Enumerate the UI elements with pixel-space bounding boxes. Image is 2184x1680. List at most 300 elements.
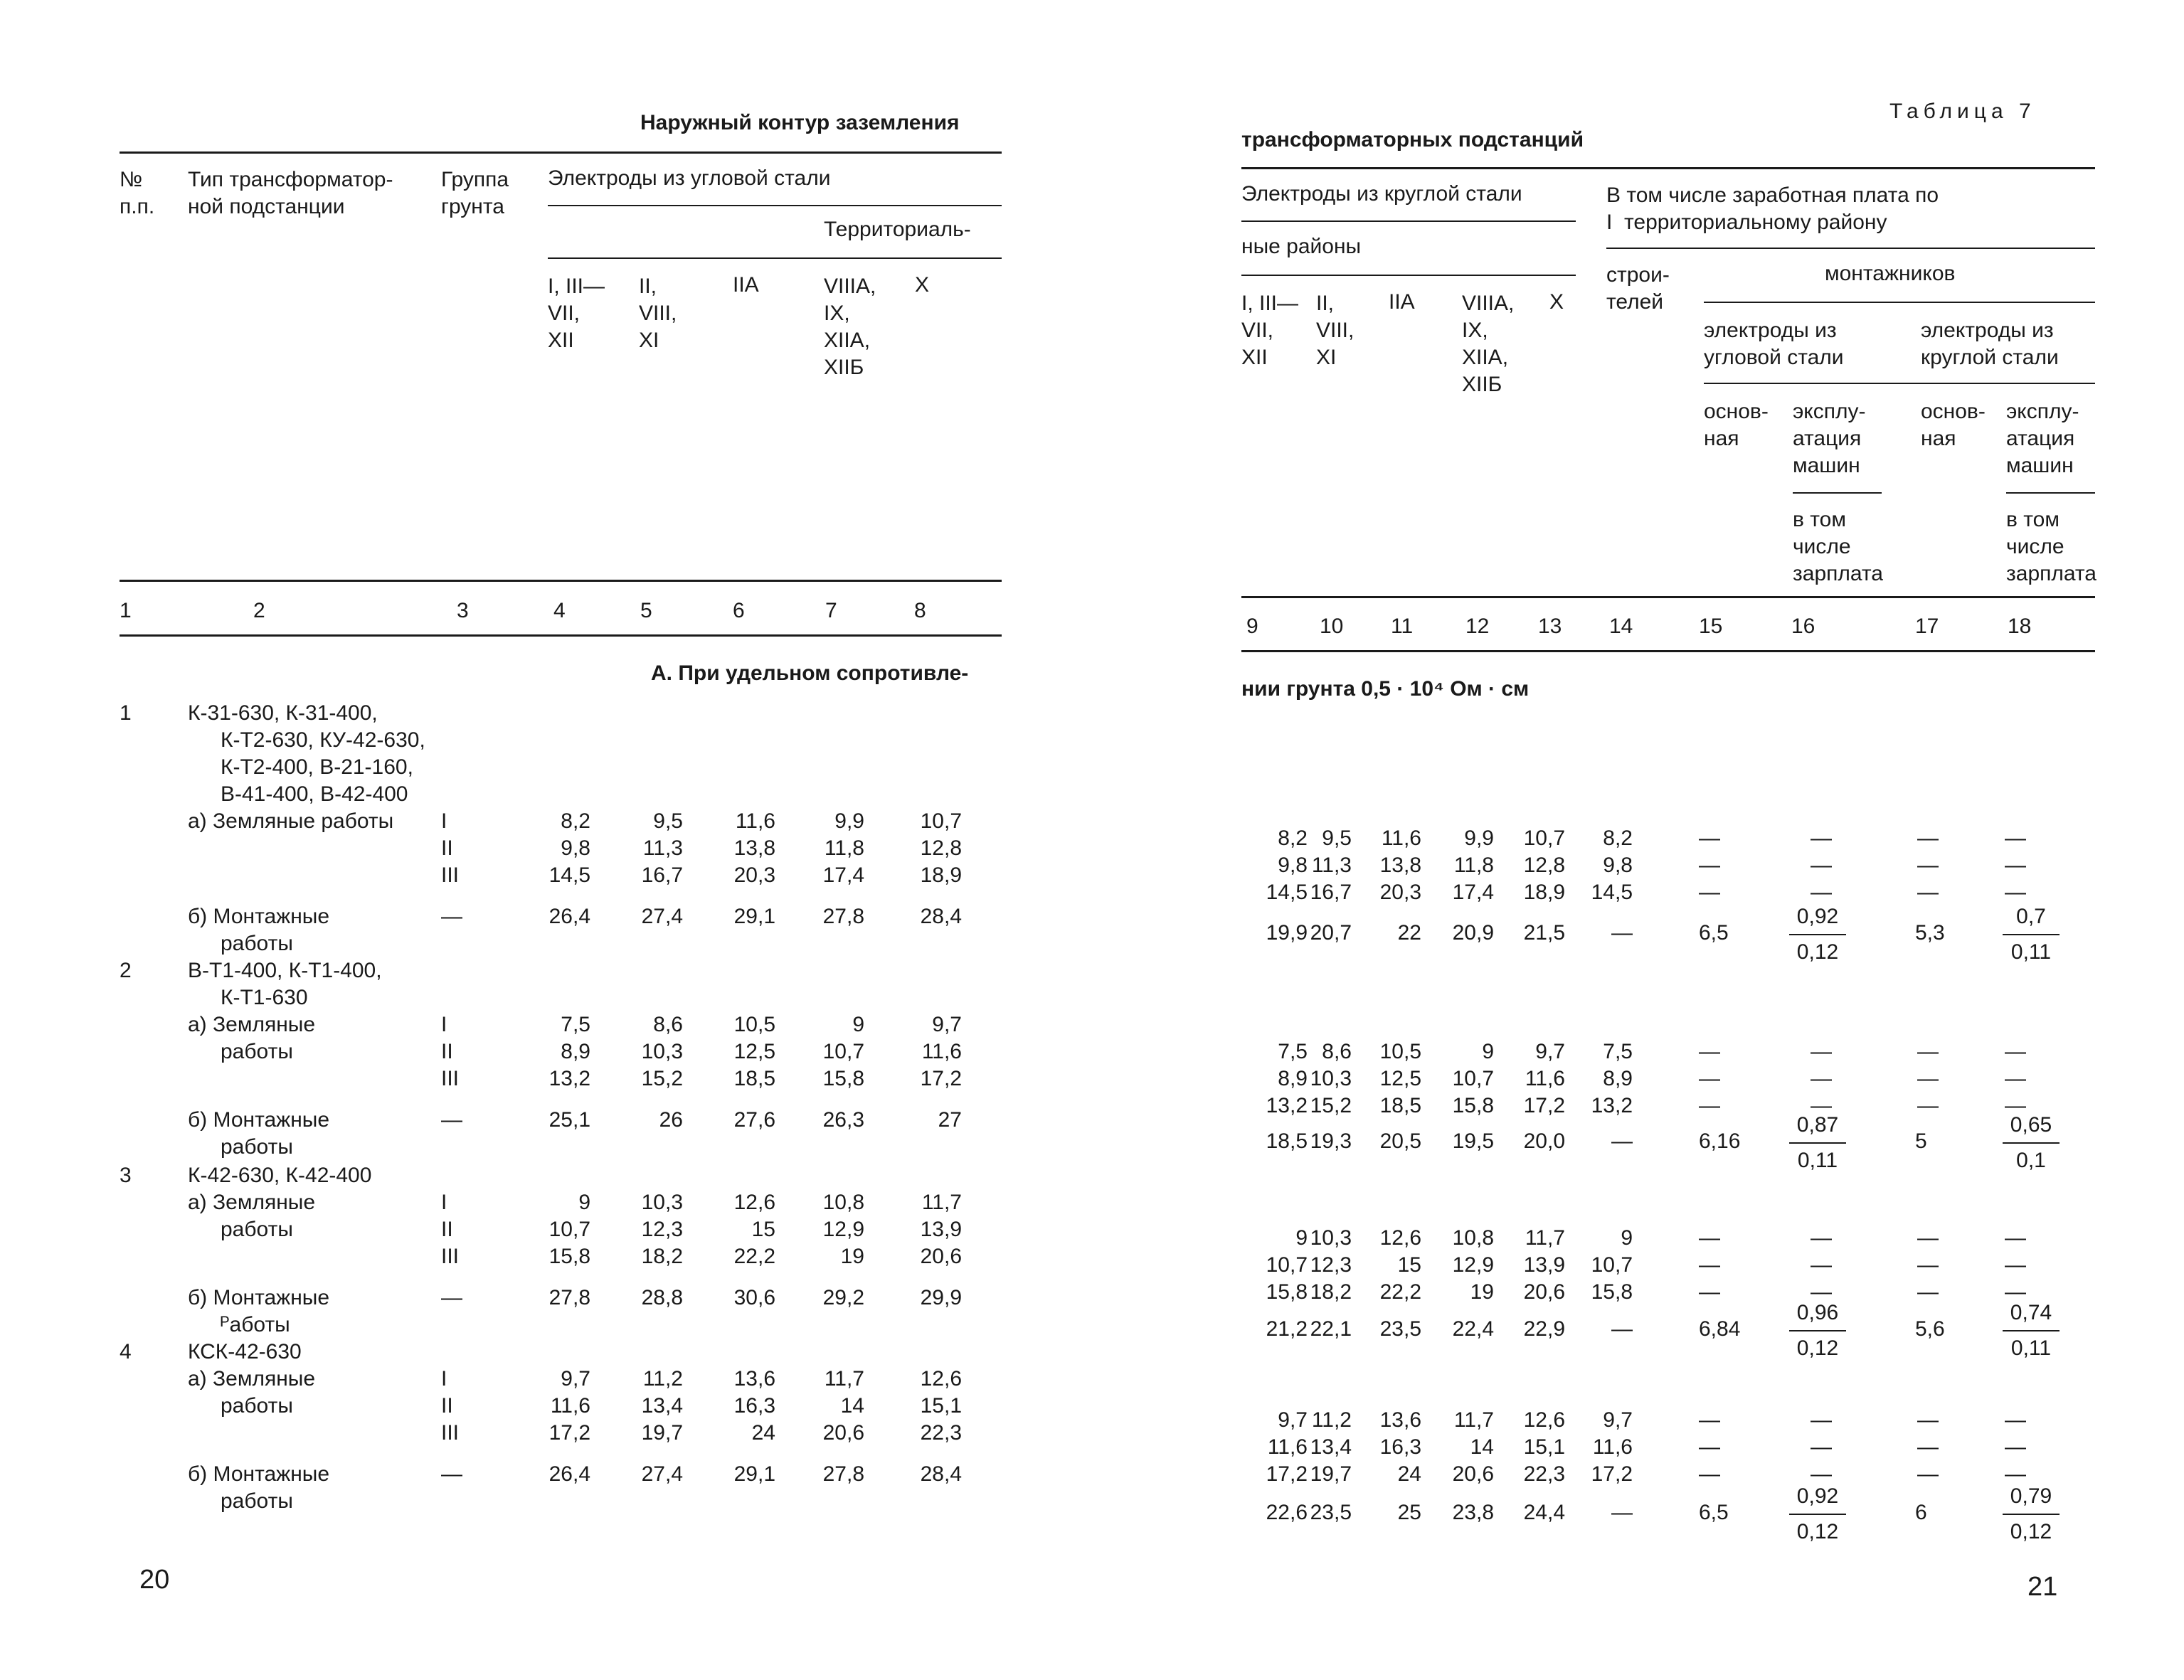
column-number: 12: [1465, 615, 1490, 638]
soil-group: —: [441, 905, 462, 928]
dash: —: [1811, 1253, 1832, 1277]
dash: —: [2005, 1253, 2026, 1277]
cell-value: 22,2: [1379, 1280, 1421, 1304]
soil-group: III: [441, 1067, 460, 1090]
cell-value: 11,6: [1525, 1067, 1565, 1090]
cell-value: 14: [840, 1394, 864, 1418]
cell-value: 9,7: [1278, 1408, 1308, 1432]
column-number: 16: [1791, 615, 1815, 638]
dash: —: [1917, 1253, 1939, 1277]
cell-value: 10,7: [1523, 826, 1565, 850]
cell-value: 9,7: [561, 1367, 590, 1391]
dash: —: [1811, 1067, 1832, 1090]
fraction-value: [1789, 1479, 1846, 1549]
cell-value: 11,8: [824, 836, 864, 860]
cell-value: 11,3: [642, 836, 683, 860]
dash: —: [1699, 1408, 1720, 1432]
right-section-title: нии грунта 0,5 · 10⁴ Ом · см: [1241, 677, 1530, 701]
dash: —: [1699, 1253, 1720, 1277]
substation-type: К-Т2-400, В-21-160,: [221, 755, 413, 779]
cell-value: 15,1: [1523, 1435, 1565, 1459]
cell-value: 8,2: [561, 809, 590, 833]
cell-value: 16,7: [641, 863, 683, 887]
cell-value: 8,9: [561, 1040, 590, 1063]
cell-value: 24,4: [1523, 1501, 1565, 1524]
cell-value: 11,3: [1311, 854, 1352, 877]
header-col-6: IIA: [733, 273, 759, 297]
cell-value: 23,5: [1310, 1501, 1352, 1524]
soil-group: II: [441, 1394, 453, 1418]
fraction-value: [2003, 1108, 2060, 1178]
soil-group: —: [441, 1108, 462, 1132]
header-col-12: VIIIA, IX, XIIA, XIIБ: [1462, 292, 1515, 396]
cell-value: 9,8: [561, 836, 590, 860]
cell-value: 13,8: [733, 836, 775, 860]
header-incl-round: в том числе зарплата: [2006, 508, 2096, 585]
cell-value: 19,7: [641, 1421, 683, 1445]
cell-value: 6,16: [1699, 1129, 1741, 1153]
column-number: 1: [120, 599, 132, 622]
row-number: 2: [120, 959, 132, 982]
fraction-denominator: 0,11: [2010, 1336, 2052, 1360]
substation-type: К-31-630, К-31-400,: [188, 701, 378, 725]
fraction-value: [2003, 900, 2060, 969]
column-number: 10: [1320, 615, 1344, 638]
header-col-5: II, VIII, XI: [639, 275, 677, 352]
table-label: Таблица 7: [1889, 100, 2036, 123]
substation-type: работы: [221, 1489, 293, 1513]
soil-group: III: [441, 1245, 460, 1268]
cell-value: 22,3: [1523, 1462, 1565, 1486]
cell-value: 5: [1915, 1129, 1927, 1153]
cell-value: 22,4: [1452, 1317, 1494, 1341]
fraction-numerator: 0,79: [2003, 1479, 2060, 1515]
dash: —: [1917, 1094, 1939, 1117]
cell-value: 12,9: [822, 1218, 864, 1241]
cell-value: 19,9: [1266, 921, 1308, 945]
divider: [120, 634, 1002, 637]
cell-value: 10,7: [1266, 1253, 1308, 1277]
cell-value: 7,5: [1603, 1040, 1633, 1063]
substation-type: работы: [221, 1040, 293, 1063]
divider: [1241, 220, 1576, 222]
cell-value: 8,6: [653, 1013, 683, 1036]
fraction-numerator: 0,92: [1789, 900, 1846, 935]
dash: —: [1811, 826, 1832, 850]
cell-value: 28,4: [920, 1462, 962, 1486]
divider: [1793, 492, 1882, 494]
cell-value: —: [1611, 1317, 1633, 1341]
cell-value: 8,6: [1322, 1040, 1352, 1063]
soil-group: —: [441, 1462, 462, 1486]
cell-value: 17,4: [822, 863, 864, 887]
dash: —: [1811, 1462, 1832, 1486]
cell-value: 12,8: [1523, 854, 1565, 877]
cell-value: 20,6: [822, 1421, 864, 1445]
column-number: 7: [825, 599, 837, 622]
row-number: 4: [120, 1340, 132, 1363]
cell-value: 15,2: [641, 1067, 683, 1090]
cell-value: 7,5: [1278, 1040, 1308, 1063]
cell-value: 24: [751, 1421, 775, 1445]
cell-value: 13,2: [1591, 1094, 1633, 1117]
dash: —: [2005, 1067, 2026, 1090]
fraction-denominator: 0,12: [2010, 1520, 2052, 1543]
cell-value: 12,3: [1310, 1253, 1352, 1277]
left-page-title: Наружный контур заземления: [640, 111, 960, 134]
cell-value: 11,2: [1311, 1408, 1352, 1432]
substation-type: К-Т2-630, КУ-42-630,: [221, 728, 425, 752]
cell-value: 12,9: [1452, 1253, 1494, 1277]
fraction-value: [2003, 1296, 2060, 1366]
cell-value: 25,1: [548, 1108, 590, 1132]
substation-type: б) Монтажные: [188, 1286, 330, 1309]
cell-value: 9,5: [653, 809, 683, 833]
header-type: Тип трансформатор- ной подстанции: [188, 168, 393, 218]
cell-value: 17,2: [1591, 1462, 1633, 1486]
soil-group: III: [441, 863, 460, 887]
column-number: 11: [1391, 615, 1414, 638]
cell-value: 18,2: [1310, 1280, 1352, 1304]
header-round-el: электроды из круглой стали: [1921, 319, 2059, 369]
cell-value: 20,6: [1452, 1462, 1494, 1486]
cell-value: 13,2: [1266, 1094, 1308, 1117]
fraction-value: [2003, 1479, 2060, 1549]
substation-type: б) Монтажные: [188, 1462, 330, 1486]
fraction-value: [1789, 900, 1846, 969]
substation-type: работы: [221, 932, 293, 955]
cell-value: 13,4: [641, 1394, 683, 1418]
dash: —: [1699, 1435, 1720, 1459]
fraction-numerator: 0,87: [1789, 1108, 1846, 1144]
row-number: 1: [120, 701, 132, 725]
substation-type: работы: [221, 1394, 293, 1418]
cell-value: 22,9: [1523, 1317, 1565, 1341]
dash: —: [1811, 881, 1832, 904]
header-main-round: основ- ная: [1921, 400, 1986, 450]
cell-value: 27,6: [733, 1108, 775, 1132]
substation-type: а) Земляные: [188, 1367, 316, 1391]
column-number: 6: [733, 599, 745, 622]
cell-value: 10,8: [1452, 1226, 1494, 1250]
divider: [2006, 492, 2095, 494]
substation-type: В-Т1-400, К-Т1-400,: [188, 959, 382, 982]
cell-value: 22,1: [1310, 1317, 1352, 1341]
cell-value: 11,6: [735, 809, 775, 833]
cell-value: 15: [1397, 1253, 1421, 1277]
fraction-denominator: 0,12: [1796, 940, 1839, 964]
column-number: 9: [1246, 615, 1258, 638]
dash: —: [1699, 826, 1720, 850]
cell-value: 17,2: [548, 1421, 590, 1445]
cell-value: 27,4: [641, 1462, 683, 1486]
dash: —: [1917, 881, 1939, 904]
dash: —: [1917, 1280, 1939, 1304]
header-col-8: X: [915, 273, 930, 297]
cell-value: 20,6: [1523, 1280, 1565, 1304]
cell-value: 11,7: [824, 1367, 864, 1391]
soil-group: II: [441, 1218, 453, 1241]
dash: —: [2005, 1408, 2026, 1432]
header-col-4: I, III— VII, XII: [548, 275, 605, 352]
right-page-title: трансформаторных подстанций: [1241, 128, 1584, 151]
cell-value: 6,5: [1699, 1501, 1729, 1524]
dash: —: [1917, 1408, 1939, 1432]
cell-value: 11,7: [1525, 1226, 1565, 1250]
cell-value: 20,5: [1379, 1129, 1421, 1153]
cell-value: 13,6: [733, 1367, 775, 1391]
fraction-numerator: 0,65: [2003, 1108, 2060, 1144]
substation-type: а) Земляные работы: [188, 809, 394, 833]
cell-value: 9,9: [1464, 826, 1494, 850]
cell-value: 15,8: [1266, 1280, 1308, 1304]
dash: —: [1811, 1040, 1832, 1063]
header-main-angle: основ- ная: [1704, 400, 1769, 450]
cell-value: 15,8: [1452, 1094, 1494, 1117]
header-num: № п.п.: [120, 168, 155, 218]
dash: —: [1699, 881, 1720, 904]
cell-value: 22,3: [920, 1421, 962, 1445]
cell-value: 14,5: [1266, 881, 1308, 904]
cell-value: 20,7: [1310, 921, 1352, 945]
dash: —: [2005, 1280, 2026, 1304]
dash: —: [2005, 1226, 2026, 1250]
header-col-11: IIA: [1389, 290, 1415, 314]
cell-value: 10,8: [822, 1191, 864, 1214]
soil-group: II: [441, 1040, 453, 1063]
substation-type: а) Земляные: [188, 1191, 316, 1214]
cell-value: 21,5: [1523, 921, 1565, 945]
left-section-title: А. При удельном сопротивле-: [651, 661, 969, 685]
column-number: 17: [1915, 615, 1939, 638]
cell-value: 27,8: [822, 1462, 864, 1486]
fraction-numerator: 0,96: [1789, 1296, 1846, 1331]
header-round-electrodes: Электроды из круглой стали: [1241, 182, 1522, 206]
cell-value: 20,0: [1523, 1129, 1565, 1153]
cell-value: 9,9: [834, 809, 864, 833]
cell-value: 28,4: [920, 905, 962, 928]
cell-value: 18,9: [920, 863, 962, 887]
cell-value: 12,5: [733, 1040, 775, 1063]
dash: —: [1811, 1280, 1832, 1304]
cell-value: 18,5: [1266, 1129, 1308, 1153]
dash: —: [2005, 1040, 2026, 1063]
fraction-denominator: 0,12: [1796, 1520, 1839, 1543]
cell-value: 17,4: [1452, 881, 1494, 904]
cell-value: 13,4: [1310, 1435, 1352, 1459]
cell-value: 20,6: [920, 1245, 962, 1268]
cell-value: 25: [1397, 1501, 1421, 1524]
cell-value: 27,4: [641, 905, 683, 928]
cell-value: 20,3: [733, 863, 775, 887]
cell-value: 10,7: [1452, 1067, 1494, 1090]
divider: [120, 580, 1002, 582]
soil-group: I: [441, 1367, 447, 1391]
cell-value: —: [1611, 921, 1633, 945]
cell-value: 18,5: [1379, 1094, 1421, 1117]
cell-value: 5,6: [1915, 1317, 1945, 1341]
cell-value: —: [1611, 1129, 1633, 1153]
divider: [1241, 167, 2095, 169]
cell-value: 15: [751, 1218, 775, 1241]
cell-value: 9,7: [932, 1013, 962, 1036]
cell-value: 29,2: [822, 1286, 864, 1309]
fraction-numerator: 0,74: [2003, 1296, 2060, 1331]
substation-type: ᴾаботы: [221, 1313, 290, 1336]
cell-value: 21,2: [1266, 1317, 1308, 1341]
dash: —: [1811, 1094, 1832, 1117]
fraction-denominator: 0,11: [2010, 940, 2052, 964]
column-number: 5: [640, 599, 652, 622]
cell-value: 24: [1397, 1462, 1421, 1486]
cell-value: 22: [1397, 921, 1421, 945]
dash: —: [2005, 1435, 2026, 1459]
substation-type: а) Земляные: [188, 1013, 316, 1036]
header-wage: В том числе заработная плата по I территориальному району: [1606, 184, 1939, 234]
cell-value: 26,4: [548, 1462, 590, 1486]
cell-value: 13,2: [548, 1067, 590, 1090]
divider: [120, 151, 1002, 154]
cell-value: 15,8: [548, 1245, 590, 1268]
cell-value: 18,5: [733, 1067, 775, 1090]
cell-value: 9,8: [1278, 854, 1308, 877]
cell-value: 8,2: [1603, 826, 1633, 850]
cell-value: 9,5: [1322, 826, 1352, 850]
column-number: 4: [553, 599, 566, 622]
soil-group: —: [441, 1286, 462, 1309]
divider: [548, 257, 1002, 259]
header-col-13: X: [1549, 290, 1564, 314]
cell-value: 30,6: [733, 1286, 775, 1309]
cell-value: 12,8: [920, 836, 962, 860]
cell-value: 16,3: [733, 1394, 775, 1418]
cell-value: 11,2: [642, 1367, 683, 1391]
substation-type: К-Т1-630: [221, 986, 308, 1009]
substation-type: В-41-400, В-42-400: [221, 782, 408, 806]
header-col-7: VIIIA, IX, XIIA, XIIБ: [824, 275, 876, 379]
dash: —: [1811, 854, 1832, 877]
cell-value: 9,8: [1603, 854, 1633, 877]
divider: [1704, 383, 2095, 384]
cell-value: 13,9: [920, 1218, 962, 1241]
header-builders: строи- телей: [1606, 263, 1670, 314]
dash: —: [2005, 854, 2026, 877]
cell-value: 11,6: [1592, 1435, 1633, 1459]
column-number: 3: [457, 599, 469, 622]
row-number: 3: [120, 1164, 132, 1187]
cell-value: 9: [578, 1191, 590, 1214]
substation-type: работы: [221, 1135, 293, 1159]
header-regions: ные районы: [1241, 235, 1362, 258]
cell-value: 27,8: [548, 1286, 590, 1309]
divider: [1704, 302, 2095, 303]
cell-value: 26,3: [822, 1108, 864, 1132]
cell-value: 9: [1621, 1226, 1633, 1250]
column-number: 18: [2008, 615, 2032, 638]
cell-value: 15,2: [1310, 1094, 1352, 1117]
cell-value: 18,9: [1523, 881, 1565, 904]
cell-value: 9,7: [1603, 1408, 1633, 1432]
column-number: 2: [253, 599, 265, 622]
cell-value: 19,3: [1310, 1129, 1352, 1153]
cell-value: 8,9: [1603, 1067, 1633, 1090]
cell-value: 12,6: [1379, 1226, 1421, 1250]
cell-value: 19,7: [1310, 1462, 1352, 1486]
cell-value: 9: [1482, 1040, 1494, 1063]
cell-value: 13,9: [1523, 1253, 1565, 1277]
fraction-denominator: 0,12: [1796, 1336, 1839, 1360]
cell-value: 16,3: [1379, 1435, 1421, 1459]
dash: —: [1699, 1226, 1720, 1250]
soil-group: III: [441, 1421, 460, 1445]
divider: [1241, 596, 2095, 598]
header-operation-angle: эксплу- атация машин: [1793, 400, 1866, 477]
dash: —: [1699, 1094, 1720, 1117]
cell-value: 29,1: [733, 905, 775, 928]
page-number-left: 20: [139, 1565, 170, 1595]
substation-type: б) Монтажные: [188, 1108, 330, 1132]
cell-value: 11,7: [1453, 1408, 1494, 1432]
cell-value: 18,2: [641, 1245, 683, 1268]
dash: —: [2005, 1094, 2026, 1117]
substation-type: б) Монтажные: [188, 905, 330, 928]
header-group: Группа грунта: [441, 168, 509, 218]
dash: —: [1917, 1462, 1939, 1486]
cell-value: 11,8: [1453, 854, 1494, 877]
cell-value: 12,5: [1379, 1067, 1421, 1090]
fraction-value: [1789, 1108, 1846, 1178]
column-number: 13: [1538, 615, 1562, 638]
dash: —: [1917, 854, 1939, 877]
cell-value: 5,3: [1915, 921, 1945, 945]
cell-value: 23,5: [1379, 1317, 1421, 1341]
cell-value: 28,8: [641, 1286, 683, 1309]
column-number: 8: [914, 599, 926, 622]
cell-value: 12,3: [641, 1218, 683, 1241]
cell-value: 17,2: [1266, 1462, 1308, 1486]
cell-value: 10,7: [822, 1040, 864, 1063]
cell-value: 16,7: [1310, 881, 1352, 904]
cell-value: 6,84: [1699, 1317, 1741, 1341]
soil-group: I: [441, 1191, 447, 1214]
cell-value: 8,9: [1278, 1067, 1308, 1090]
dash: —: [1811, 1408, 1832, 1432]
cell-value: 12,6: [1523, 1408, 1565, 1432]
cell-value: 19: [840, 1245, 864, 1268]
cell-value: 22,2: [733, 1245, 775, 1268]
cell-value: 10,5: [733, 1013, 775, 1036]
cell-value: 22,6: [1266, 1501, 1308, 1524]
dash: —: [1917, 826, 1939, 850]
dash: —: [2005, 826, 2026, 850]
header-territorial: Территориаль-: [824, 218, 971, 241]
fraction-numerator: 0,92: [1789, 1479, 1846, 1515]
dash: —: [1917, 1226, 1939, 1250]
cell-value: 10,7: [548, 1218, 590, 1241]
cell-value: 15,1: [920, 1394, 962, 1418]
cell-value: 27,8: [822, 905, 864, 928]
cell-value: 11,6: [1381, 826, 1421, 850]
header-installers: монтажников: [1825, 262, 1956, 285]
cell-value: 20,3: [1379, 881, 1421, 904]
cell-value: 10,7: [1591, 1253, 1633, 1277]
header-col-9: I, III— VII, XII: [1241, 292, 1299, 369]
cell-value: 29,9: [920, 1286, 962, 1309]
page-number-right: 21: [2027, 1572, 2058, 1602]
cell-value: 15,8: [1591, 1280, 1633, 1304]
soil-group: I: [441, 1013, 447, 1036]
cell-value: 19,5: [1452, 1129, 1494, 1153]
